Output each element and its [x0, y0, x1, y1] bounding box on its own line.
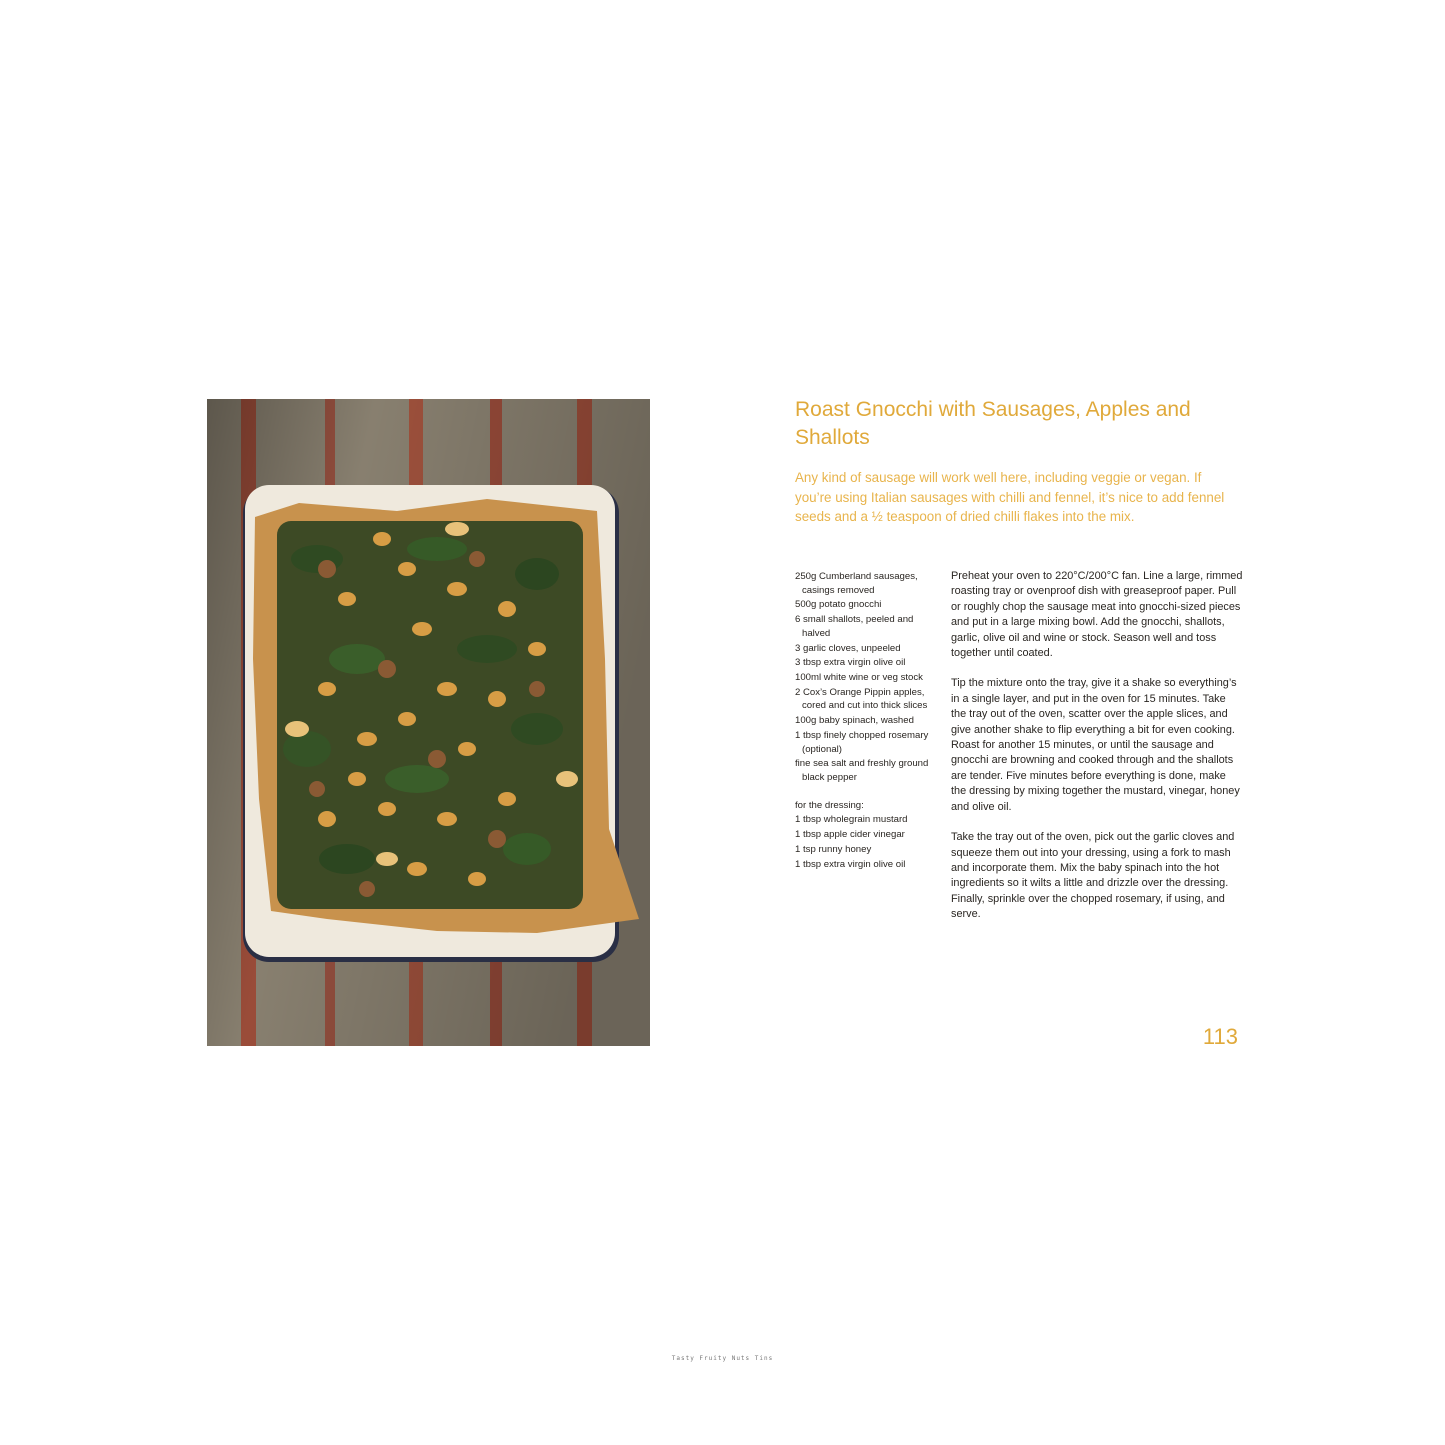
main-ingredients: [795, 570, 935, 785]
ingredient-item: 2 Cox’s Orange Pippin apples, cored and cut into thick slices: [795, 686, 928, 712]
ingredient-item: fine sea salt and freshly ground black pepper: [795, 758, 929, 783]
ingredient-item: 1 tbsp finely chopped rosemary (optional): [795, 730, 929, 755]
ingredient-item: 100g baby spinach, washed: [795, 715, 914, 727]
dressing-item: 1 tbsp wholegrain mustard: [795, 814, 908, 826]
ingredient-item: 250g Cumberland sausages, casings removed: [795, 571, 918, 596]
ingredient-item: 3 tbsp extra virgin olive oil: [795, 657, 906, 669]
recipe-intro: Any kind of sausage will work well here, including veggie or vegan. If you’re using Italian sausages with chilli and fennel, it’s nice to add fennel seeds and a ½ teaspoon of dried chilli flakes into the mix.: [795, 470, 1225, 524]
ingredient-item: 3 garlic cloves, unpeeled: [795, 642, 901, 654]
food-photo-illustration: [207, 399, 650, 1046]
dressing-item: 1 tsp runny honey: [795, 843, 872, 855]
page-number: 113: [1202, 1024, 1238, 1049]
dressing-heading: for the dressing:: [795, 799, 864, 811]
method-step: Take the tray out of the oven, pick out the garlic cloves and squeeze them out into your dressing, using a fork to mash and incorporate them. Mix the baby spinach into the hot ingredients so it wilts a little and drizzle over the dressing. Finally, sprinkle over the chopped rosemary, if using, and serve.: [951, 831, 1235, 921]
dressing-ingredients: [795, 813, 935, 871]
method-steps: [951, 569, 1243, 938]
recipe-photo: [207, 399, 650, 1046]
recipe-title: Roast Gnocchi with Sausages, Apples and Shallots: [795, 398, 1191, 449]
dressing-item: 1 tbsp apple cider vinegar: [795, 828, 905, 840]
ingredient-item: 500g potato gnocchi: [795, 599, 882, 611]
method-step: Tip the mixture onto the tray, give it a shake so everything’s in a single layer, and put in the oven for 15 minutes. Take the tray out of the oven, scatter over the apple slices, and give another shake to flip everything a bit for even cooking. Roast for another 15 minutes, or until the sausage and gnocchi are browning and cooked through and the shallots are tender. Five minutes before everything is done, make the dressing by mixing together the mustard, vinegar, honey and olive oil.: [951, 677, 1240, 813]
ingredient-item: 6 small shallots, peeled and halved: [795, 614, 914, 639]
footer-mark: Tasty Fruity Nuts Tins: [671, 1355, 774, 1362]
method-step: Preheat your oven to 220°C/200°C fan. Line a large, rimmed roasting tray or ovenproof dish with greaseproof paper. Pull or roughly chop the sausage meat into gnocchi-sized pieces and put in a large mixing bowl. Add the gnocchi, shallots, garlic, olive oil and wine or stock. Season well and toss together until coated.: [951, 570, 1243, 660]
dressing-item: 1 tbsp extra virgin olive oil: [795, 858, 906, 870]
ingredient-item: 100ml white wine or veg stock: [795, 672, 923, 684]
ingredients-list: [795, 570, 935, 872]
